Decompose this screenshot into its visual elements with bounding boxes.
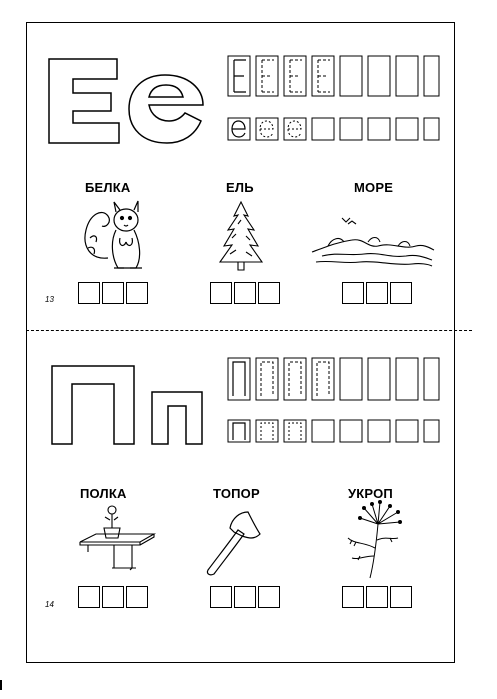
page-number-14: 14 xyxy=(45,600,54,609)
word-el: ЕЛЬ xyxy=(226,180,254,195)
tracing-row-uppercase-e xyxy=(226,54,441,98)
word-topor: ТОПОР xyxy=(213,486,260,501)
word-more: МОРЕ xyxy=(354,180,394,195)
dill-icon xyxy=(340,498,412,582)
tracing-row-lowercase-p xyxy=(226,418,441,444)
page-number-13: 13 xyxy=(45,295,54,304)
word-polka: ПОЛКА xyxy=(80,486,127,501)
axe-icon xyxy=(198,508,264,578)
scan-edge-mark xyxy=(0,680,2,690)
word-ukrop: УКРОП xyxy=(348,486,393,501)
shelf-icon xyxy=(74,498,158,574)
outline-letters-ee xyxy=(45,55,215,147)
cut-line xyxy=(26,330,472,331)
fir-tree-icon xyxy=(216,198,266,274)
squirrel-icon xyxy=(80,198,150,276)
tracing-row-uppercase-p xyxy=(226,356,441,402)
word-belka: БЕЛКА xyxy=(85,180,131,195)
tracing-row-lowercase-e xyxy=(226,116,441,142)
outline-letters-pp xyxy=(48,362,213,448)
sea-wave-icon xyxy=(308,212,436,272)
